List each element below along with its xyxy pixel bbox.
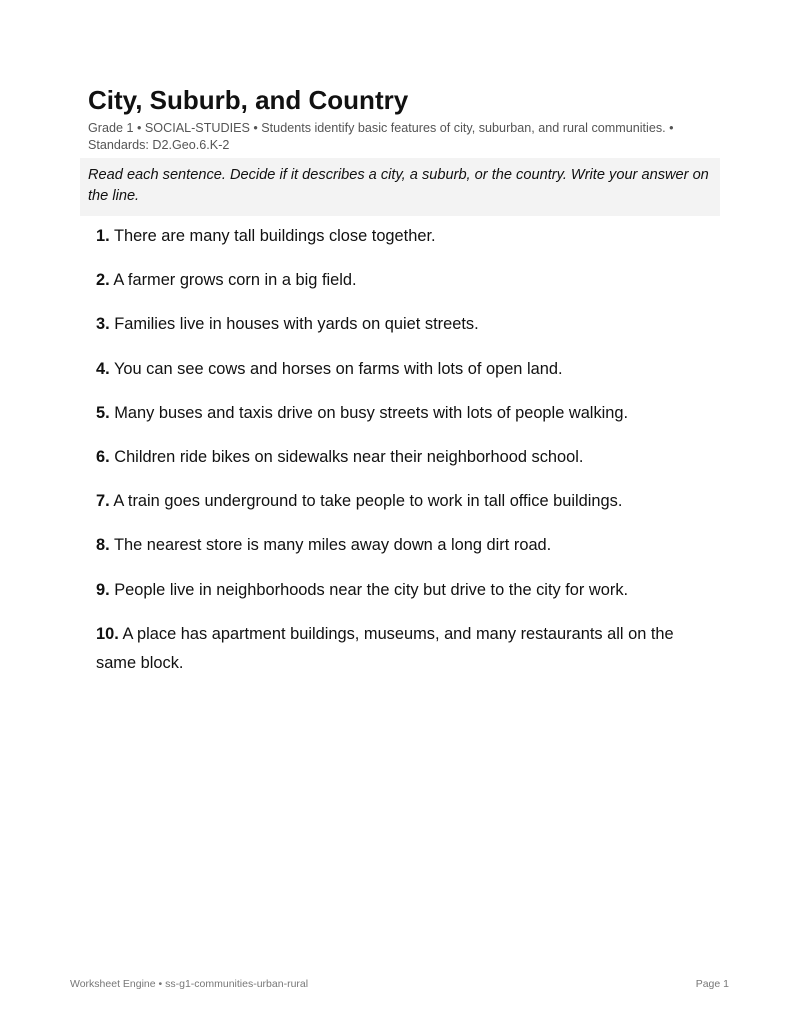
question-number: 3. (96, 315, 110, 334)
question-text: A farmer grows corn in a big field. (113, 271, 357, 290)
question-item (96, 355, 696, 384)
question-number: 1. (96, 227, 110, 245)
question-item (96, 310, 696, 339)
footer-page-number: Page 1 (695, 978, 729, 990)
question-text: Families live in houses with yards on quiet streets. (114, 315, 479, 334)
question-text: Children ride bikes on sidewalks near their neighborhood school. (114, 447, 584, 466)
question-number: 9. (96, 580, 110, 599)
page-title: City, Suburb, and Country (88, 85, 409, 115)
question-item (96, 399, 696, 428)
question-text: You can see cows and horses on farms with lots of open land. (113, 359, 563, 378)
question-number: 7. (96, 492, 110, 511)
footer-source: Worksheet Engine • ss-g1-communities-urban-rural (70, 978, 309, 990)
question-text: A place has apartment buildings, museums, and many restaurants all on the same block. (96, 624, 674, 672)
question-item (96, 531, 696, 560)
question-item (96, 443, 696, 472)
question-number: 5. (96, 403, 110, 422)
question-item (96, 222, 696, 251)
question-number: 6. (96, 447, 110, 466)
question-text: The nearest store is many miles away down a long dirt road. (113, 536, 552, 555)
question-number: 10. (96, 624, 119, 643)
instructions-box: Read each sentence. Decide if it describes a city, a suburb, or the country. Write your answer on the line. (80, 158, 720, 216)
question-item (96, 487, 696, 516)
question-list (96, 222, 696, 693)
worksheet-meta: Grade 1 • SOCIAL-STUDIES • Students identify basic features of city, suburban, and rural communities. • Standards: D2.Geo.6.K-2 (88, 121, 674, 152)
question-item (96, 266, 696, 295)
question-number: 4. (96, 359, 110, 378)
question-item (96, 620, 696, 678)
question-text: A train goes underground to take people to work in tall office buildings. (113, 492, 623, 511)
question-number: 2. (96, 271, 110, 290)
question-text: People live in neighborhoods near the city but drive to the city for work. (114, 580, 629, 599)
question-text: There are many tall buildings close together. (113, 227, 436, 245)
question-number: 8. (96, 536, 110, 555)
question-item (96, 576, 696, 605)
question-text: Many buses and taxis drive on busy streets with lots of people walking. (114, 403, 629, 422)
